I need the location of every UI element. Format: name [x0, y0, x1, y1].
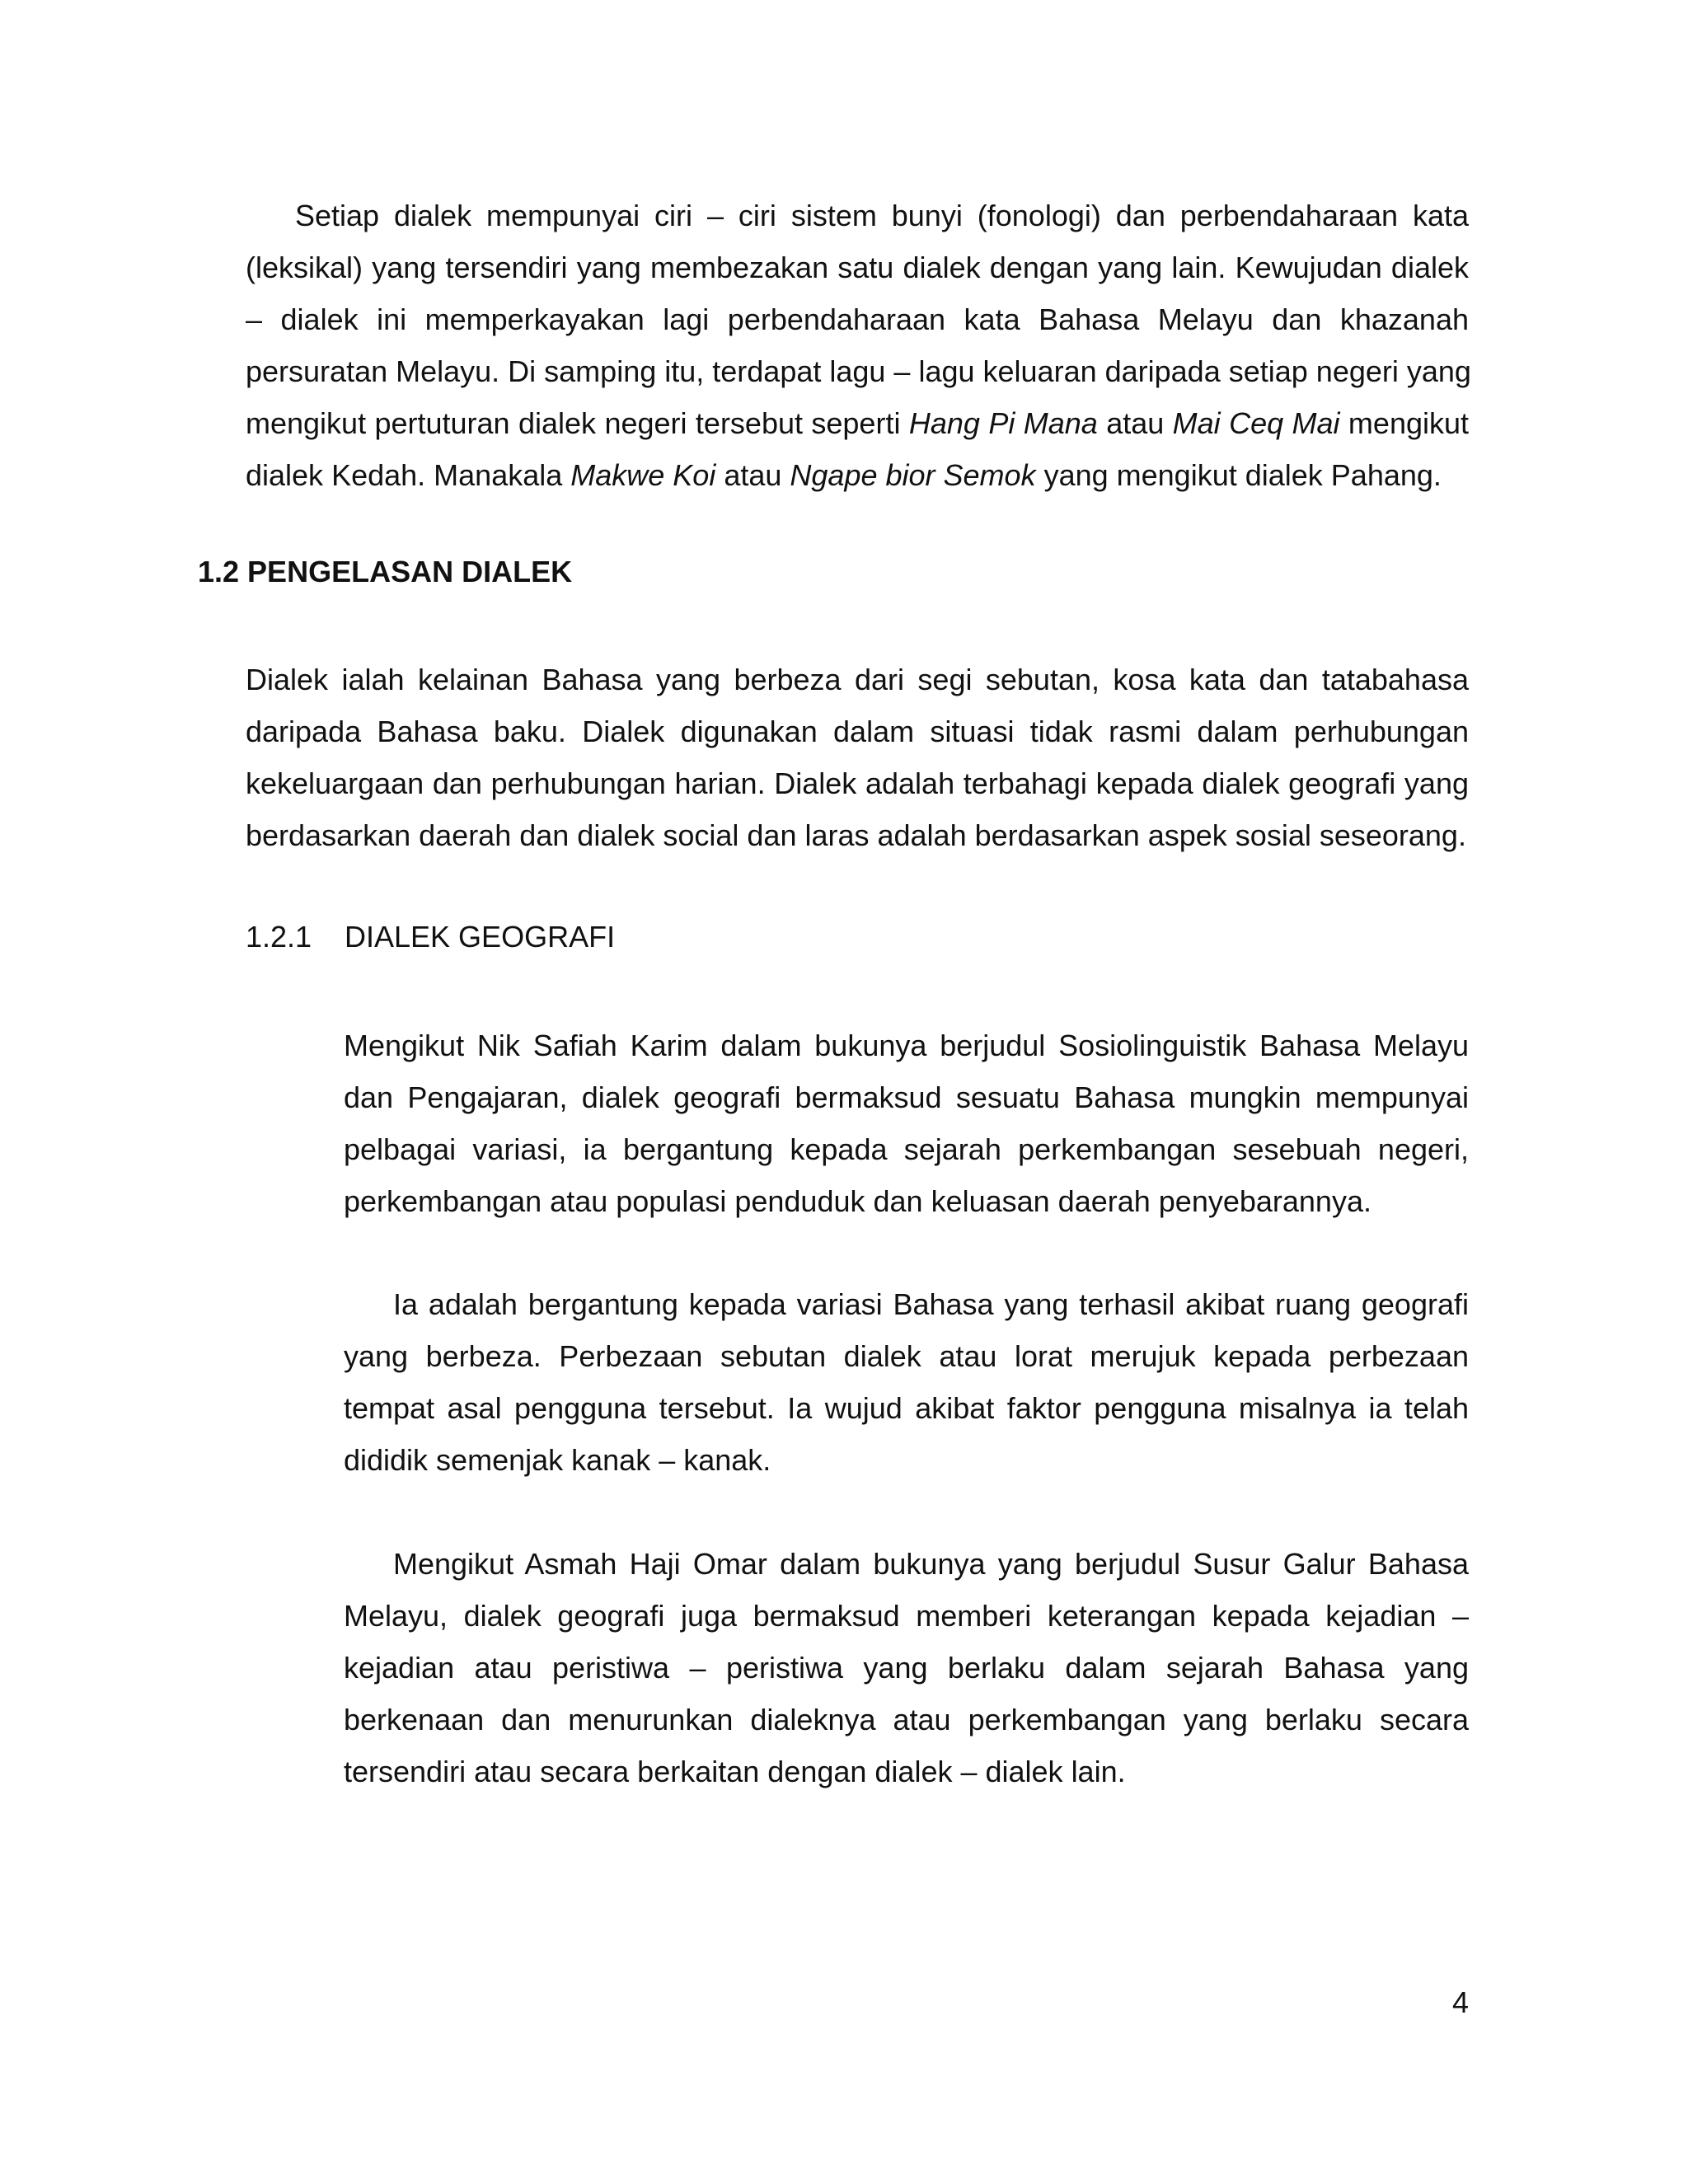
text-run: tempat asal pengguna tersebut. Ia wujud akibat faktor pengguna misalnya ia telah — [344, 1391, 1469, 1425]
italic-song-title: Makwe Koi — [570, 458, 716, 492]
text-run: Melayu, dialek geografi juga bermaksud memberi keterangan kepada kejadian – — [344, 1599, 1469, 1633]
text-run: mengikut — [1339, 406, 1470, 440]
text-line — [246, 190, 1469, 241]
italic-song-title: Mai Ceq Mai — [1172, 406, 1340, 440]
text-line — [344, 1434, 1469, 1486]
text-run: dididik semenjak kanak – kanak. — [344, 1443, 771, 1477]
text-line — [246, 241, 1469, 293]
text-line — [344, 1123, 1469, 1175]
text-run: kekeluargaan dan perhubungan harian. Dialek adalah terbahagi kepada dialek geografi yang — [246, 766, 1469, 800]
text-run: berdasarkan daerah dan dialek social dan laras adalah berdasarkan aspek sosial seseorang. — [246, 818, 1466, 852]
subsection-heading — [246, 919, 615, 955]
text-run: Setiap dialek mempunyai ciri – ciri sistem bunyi (fonologi) dan perbendaharaan kata — [295, 199, 1469, 232]
text-run: persuratan Melayu. Di samping itu, terdapat lagu – lagu keluaran daripada setiap negeri yang — [246, 354, 1471, 388]
text-line — [246, 345, 1469, 397]
text-line — [246, 293, 1469, 345]
text-run: dialek Kedah. Manakala — [246, 458, 571, 492]
italic-song-title: Hang Pi Mana — [908, 406, 1098, 440]
text-line — [344, 1746, 1469, 1797]
text-line — [246, 809, 1469, 861]
text-run: perkembangan atau populasi penduduk dan keluasan daerah penyebarannya. — [344, 1184, 1372, 1218]
text-line — [344, 1019, 1469, 1071]
text-run: yang mengikut dialek Pahang. — [1035, 458, 1442, 492]
text-run: pelbagai variasi, ia bergantung kepada sejarah perkembangan sesebuah negeri, — [344, 1132, 1469, 1166]
section-heading: 1.2 PENGELASAN DIALEK — [198, 555, 573, 588]
text-line — [344, 1694, 1469, 1746]
text-line — [246, 449, 1469, 501]
intro-paragraph — [246, 190, 1469, 501]
text-line — [344, 1330, 1469, 1382]
text-line — [344, 1538, 1469, 1590]
subsection-number: 1.2.1 — [246, 920, 312, 954]
text-run: daripada Bahasa baku. Dialek digunakan dalam situasi tidak rasmi dalam perhubungan — [246, 715, 1469, 748]
text-run: dan Pengajaran, dialek geografi bermaksud sesuatu Bahasa mungkin mempunyai — [344, 1080, 1469, 1114]
sub-paragraph-asmah-haji-omar — [344, 1538, 1469, 1797]
text-run: berkenaan dan menurunkan dialeknya atau perkembangan yang berlaku secara — [344, 1703, 1469, 1736]
page-number: 4 — [1452, 1985, 1470, 2019]
text-line — [344, 1175, 1469, 1227]
text-run: atau — [715, 458, 790, 492]
sub-paragraph-nik-safiah — [344, 1019, 1469, 1227]
text-line — [344, 1278, 1469, 1330]
text-run: – dialek ini memperkayakan lagi perbendaharaan kata Bahasa Melayu dan khazanah — [246, 302, 1469, 336]
text-run: Mengikut Asmah Haji Omar dalam bukunya yang berjudul Susur Galur Bahasa — [393, 1547, 1469, 1581]
sub-paragraph-variasi — [344, 1278, 1469, 1486]
text-line — [246, 654, 1469, 705]
subsection-title: DIALEK GEOGRAFI — [345, 920, 616, 954]
text-run: Mengikut Nik Safiah Karim dalam bukunya berjudul Sosiolinguistik Bahasa Melayu — [344, 1029, 1469, 1062]
text-run: Dialek ialah kelainan Bahasa yang berbeza dari segi sebutan, kosa kata dan tatabahasa — [246, 663, 1469, 696]
text-run: tersendiri atau secara berkaitan dengan dialek – dialek lain. — [344, 1755, 1126, 1788]
text-run: kejadian atau peristiwa – peristiwa yang berlaku dalam sejarah Bahasa yang — [344, 1651, 1469, 1685]
text-line — [344, 1382, 1469, 1434]
italic-song-title: Ngape bior Semok — [790, 458, 1036, 492]
text-line — [344, 1590, 1469, 1642]
text-run: yang berbeza. Perbezaan sebutan dialek atau lorat merujuk kepada perbezaan — [344, 1339, 1469, 1373]
text-run: Ia adalah bergantung kepada variasi Bahasa yang terhasil akibat ruang geografi — [393, 1287, 1469, 1321]
text-run: (leksikal) yang tersendiri yang membezakan satu dialek dengan yang lain. Kewujudan dialek — [246, 251, 1469, 284]
text-line — [246, 705, 1469, 757]
text-line — [344, 1071, 1469, 1123]
text-line — [246, 397, 1469, 449]
section-paragraph — [246, 654, 1469, 861]
text-line — [344, 1642, 1469, 1694]
text-line — [246, 757, 1469, 809]
text-run: mengikut pertuturan dialek negeri tersebut seperti — [246, 406, 909, 440]
text-run: atau — [1097, 406, 1173, 440]
